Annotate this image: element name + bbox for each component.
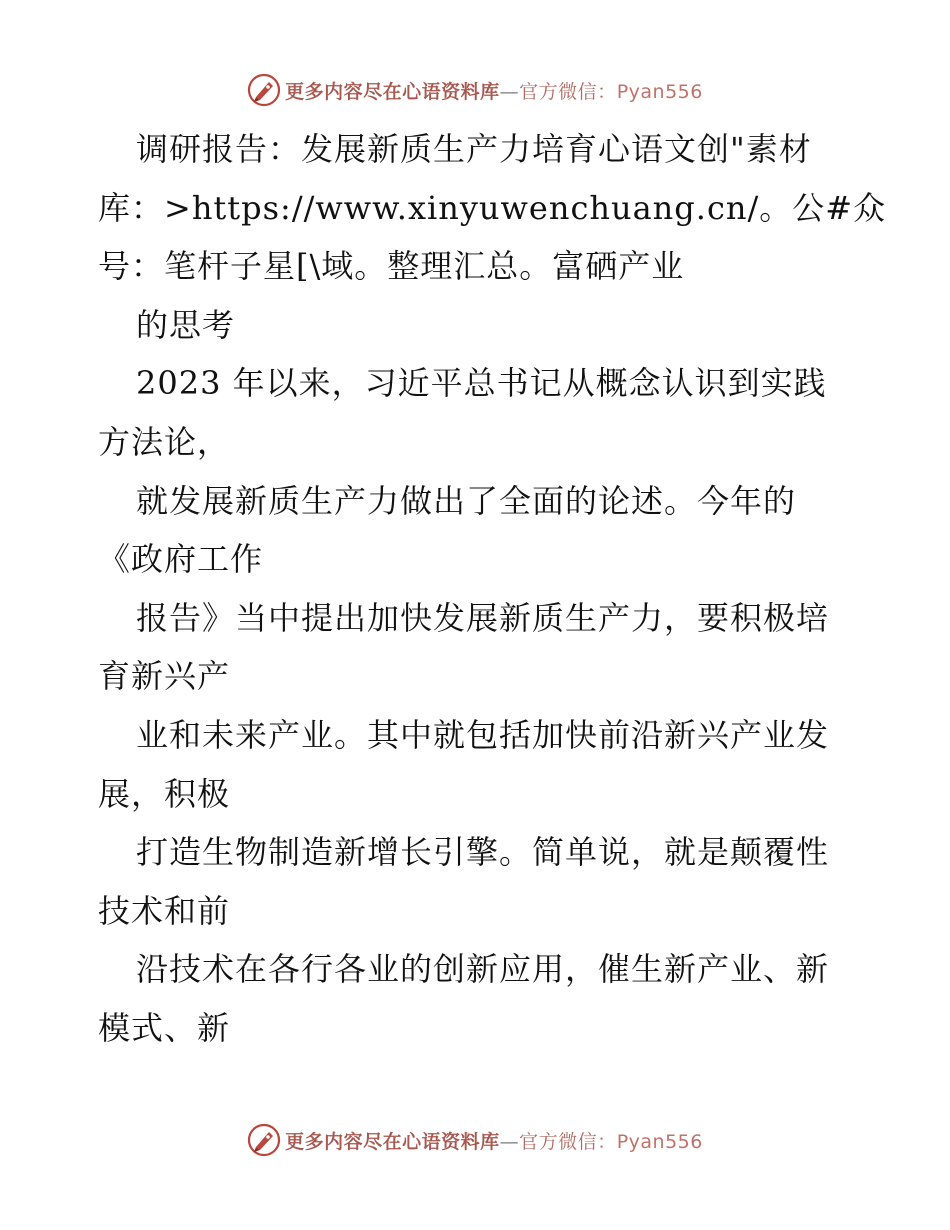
text-line: 业和未来产业。其中就包括加快前沿新兴产业发: [136, 715, 830, 754]
document-body: [98, 120, 887, 1058]
watermark-wechat-handle: Pyan556: [616, 80, 703, 103]
watermark-separator: —: [499, 80, 520, 103]
text-line: 模式、新: [98, 1008, 231, 1047]
text-line: 报告》当中提出加快发展新质生产力，要积极培: [136, 598, 830, 637]
watermark-site-label: 更多内容尽在心语资料库: [285, 1130, 500, 1153]
text-line: 的思考: [136, 305, 236, 344]
pen-nib-logo-icon: [247, 1123, 281, 1157]
text-line: 就发展新质生产力做出了全面的论述。今年的: [136, 481, 797, 520]
text-line: 沿技术在各行各业的创新应用，催生新产业、新: [136, 950, 830, 989]
watermark-wechat-label: 官方微信：: [519, 80, 617, 103]
text-line: 库：>https://www.xinyuwenchuang.cn/。公#众: [98, 188, 887, 227]
watermark-wechat-label: 官方微信：: [519, 1130, 617, 1153]
watermark-separator: —: [499, 1130, 520, 1153]
watermark-text: [285, 77, 703, 104]
footer-watermark: [0, 1120, 950, 1160]
text-line: 方法论，: [98, 422, 231, 461]
text-line: 打造生物制造新增长引擎。简单说，就是颠覆性: [136, 833, 830, 872]
text-line: 调研报告：发展新质生产力培育心语文创"素材: [136, 130, 812, 168]
watermark-wechat-handle: Pyan556: [616, 1130, 703, 1153]
text-line: 号：笔杆子星[\域。整理汇总。富硒产业: [98, 247, 685, 286]
watermark-site-label: 更多内容尽在心语资料库: [285, 80, 500, 103]
text-line: 展，积极: [98, 774, 231, 813]
pen-nib-logo-icon: [247, 73, 281, 107]
text-line: 2023 年以来，习近平总书记从概念认识到实践: [136, 364, 827, 403]
header-watermark: [0, 70, 950, 110]
text-line: 育新兴产: [98, 657, 231, 696]
watermark-text: [285, 1127, 703, 1154]
text-line: 《政府工作: [98, 540, 264, 579]
text-line: 技术和前: [98, 891, 231, 930]
